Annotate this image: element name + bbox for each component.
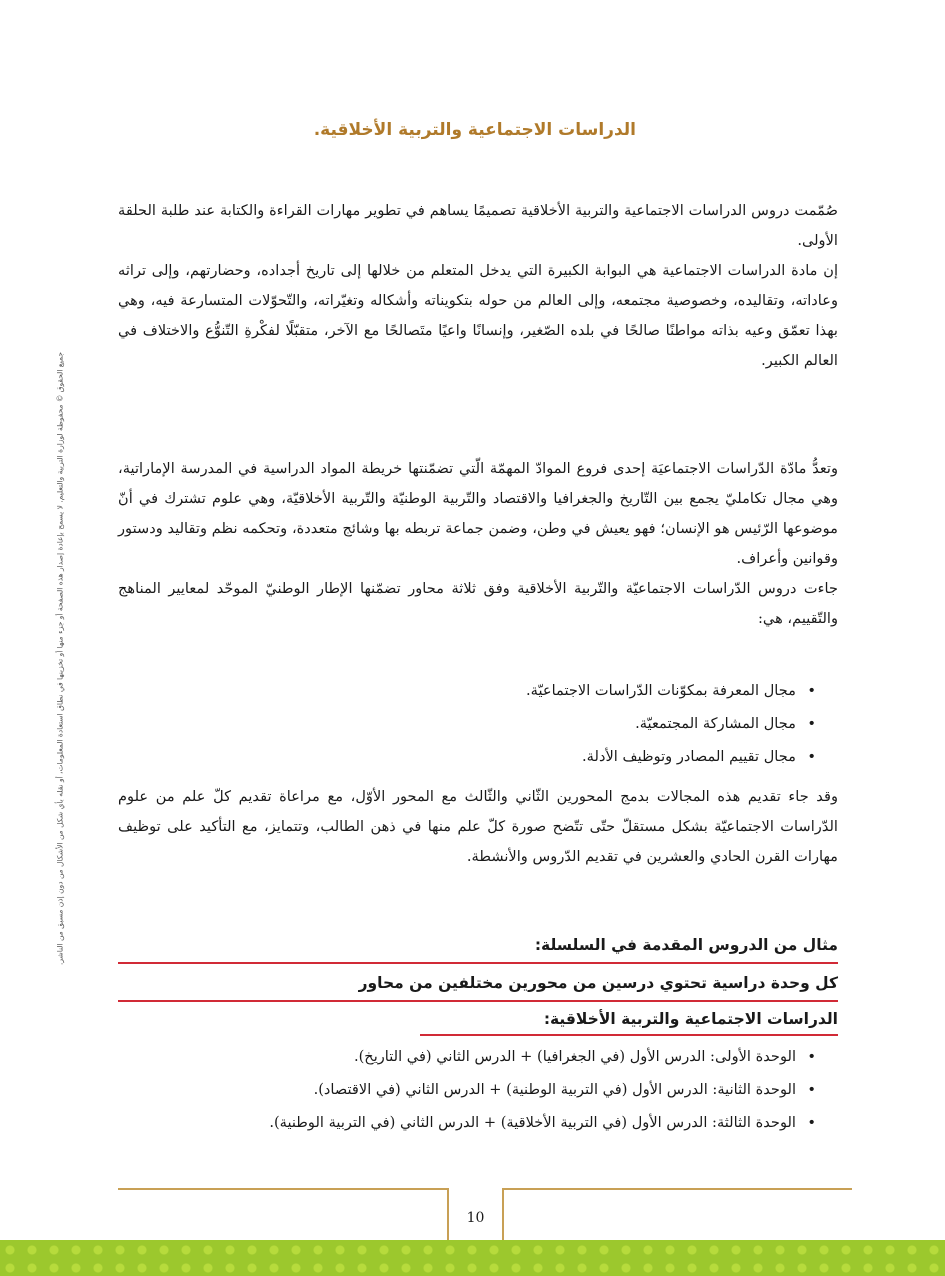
bullet-icon: •	[807, 715, 816, 732]
bullet-icon: •	[807, 682, 816, 699]
example-line-2: الدراسات الاجتماعية والتربية الأخلاقية:	[543, 1010, 838, 1028]
list-item: • مجال المعرفة بمكوّنات الدّراسات الاجتماعيّة.	[118, 674, 818, 707]
divider	[420, 1034, 838, 1036]
list-item: • مجال المشاركة المجتمعيّة.	[118, 707, 818, 740]
bullet-icon: •	[807, 748, 816, 765]
paragraph-gateway: إن مادة الدراسات الاجتماعية هي البوابة الكبيرة التي يدخل المتعلم من خلالها إلى تاريخ أجداده، وحضارتهم، وإلى تراثه وعاداته، وتقاليده، وخصوصية مجتمعه، وإلى العالم من حوله بتكويناته وأشكاله وتغيّراته، والتّحوّلات المتسارعة فيه، وهي بهذا تعمّق وعيه بذاته مواطنًا صالحًا في بلده الصّغير، وإنسانًا واعيًا متَصالحًا مع الآخر، متقبّلًا لفكْرةِ التّنوُّع والاختلاف في العالم الكبير.	[118, 262, 838, 369]
copyright-note: جميع الحقوق © محفوظة لوزارة التربية والتعليم. لا يسمح بإعادة إصدار هذه الصفحة أو جزء منها أو تخزينها في نطاق استعادة المعلومات، أو نقله بأي شكل من الأشكال من دون إذن مسبق من الناشر.	[55, 351, 65, 966]
bullet-icon: •	[807, 1081, 816, 1098]
list-item: • الوحدة الأولى: الدرس الأول (في الجغرافيا) + الدرس الثاني (في التاريخ).	[118, 1040, 818, 1073]
paragraph-axes: جاءت دروس الدّراسات الاجتماعيّة والتّربية الأخلاقية وفق ثلاثة محاور تضمّنها الإطار الوطنيّ الموحّد لمعايير المناهج والتّقييم، هي:	[118, 580, 838, 627]
paragraph-subject: وتعدُّ مادّة الدّراسات الاجتماعيَة إحدى فروع الموادّ المهمّة الّتي تضمّنتها خريطة المواد الدراسية في المدرسة الإماراتية، وهي مجال تكامليّ يجمع بين التّاريخ والجغرافيا والاقتصاد والتّربية الوطنيّة والتّربية الأخلاقيّة، وهي علوم تشترك في أنّ موضوعها الرّئيس هو الإنسان؛ فهو يعيش في وطن، وضمن جماعة تربطه بها وشائج متعددة، وتحكمه نظم وتقاليد ودستور وقوانين وأعراف.	[118, 460, 838, 567]
example-line-1: كل وحدة دراسية تحتوي درسين من محورين مختلفين من محاور	[358, 974, 838, 992]
page-title: الدراسات الاجتماعية والتربية الأخلاقية.	[313, 120, 636, 140]
subject-section	[118, 454, 838, 634]
decorative-band	[0, 1240, 945, 1276]
units-list	[118, 1040, 818, 1139]
list-item: • الوحدة الثانية: الدرس الأول (في التربية الوطنية) + الدرس الثاني (في الاقتصاد).	[118, 1073, 818, 1106]
domains-list	[118, 674, 818, 773]
bullet-icon: •	[807, 1114, 816, 1131]
paragraph-design: صُمّمت دروس الدراسات الاجتماعية والتربية الأخلاقية تصميمًا يساهم في تطوير مهارات القراءة والكتابة عند طلبة الحلقة الأولى.	[118, 202, 838, 249]
divider	[118, 962, 838, 964]
paragraph-integration: وقد جاء تقديم هذه المجالات بدمج المحورين الثّاني والثّالث مع المحور الأوّل، مع مراعاة تقديم كلّ علم من علوم الدّراسات الاجتماعيّة بشكل مستقلّ حتّى تتّضح صورة كلّ علم منها في ذهن الطالب، وتتمايز، مع التأكيد على توظيف مهارات القرن الحادي والعشرين في تقديم الدّروس والأنشطة.	[118, 788, 838, 865]
intro-section	[118, 196, 838, 376]
footer-rule-left	[118, 1188, 449, 1190]
list-item: • الوحدة الثالثة: الدرس الأول (في التربية الأخلاقية) + الدرس الثاني (في التربية الوطنية).	[118, 1106, 818, 1139]
bullet-icon: •	[807, 1048, 816, 1065]
page-number: 10	[466, 1210, 485, 1226]
example-heading: مثال من الدروس المقدمة في السلسلة:	[534, 936, 838, 954]
footer-divider	[502, 1188, 504, 1246]
footer-rule-right	[502, 1188, 852, 1190]
list-item: • مجال تقييم المصادر وتوظيف الأدلة.	[118, 740, 818, 773]
